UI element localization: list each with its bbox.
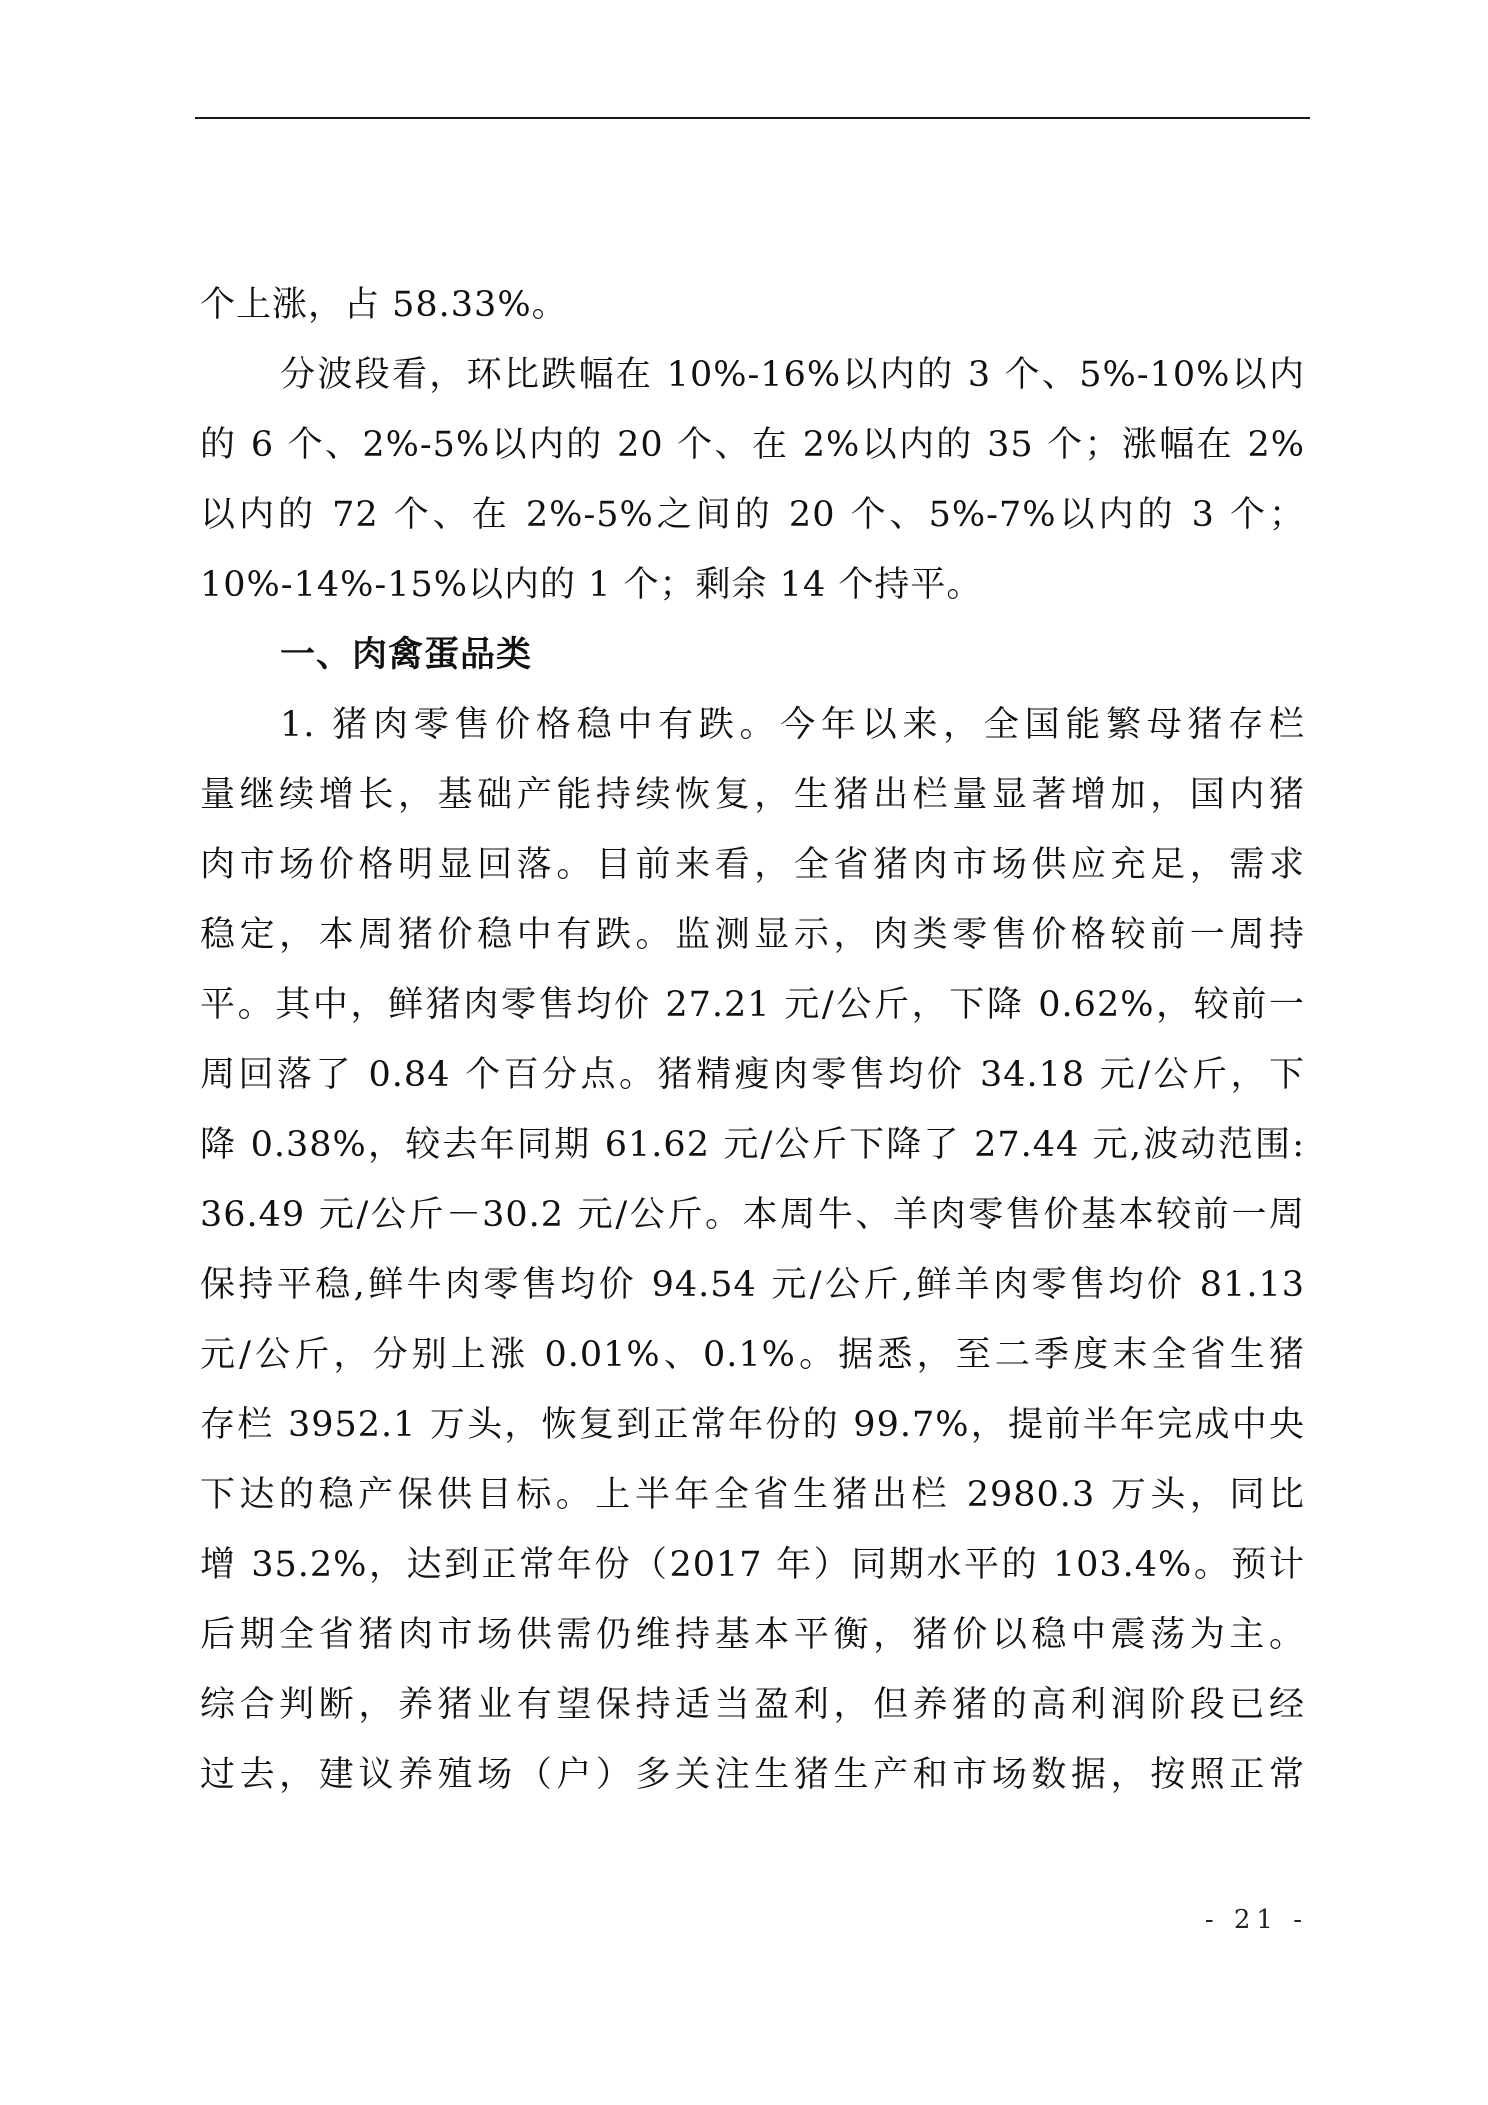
paragraph-line: 分波段看，环比跌幅在 10%-16%以内的 3 个、5%-10%以内	[280, 355, 1305, 395]
header-rule	[195, 117, 1310, 119]
paragraph-line: 的 6 个、2%-5%以内的 20 个、在 2%以内的 35 个；涨幅在 2%	[200, 425, 1305, 465]
document-body	[200, 270, 1305, 1810]
paragraph-line: 1. 猪肉零售价格稳中有跌。今年以来，全国能繁母猪存栏	[280, 705, 1305, 745]
page-number: - 21 -	[1204, 1905, 1308, 1935]
paragraph-line: 稳定，本周猪价稳中有跌。监测显示，肉类零售价格较前一周持	[200, 915, 1305, 955]
paragraph-line: 个上涨，占 58.33%。	[200, 285, 568, 325]
paragraph-line: 10%-14%-15%以内的 1 个；剩余 14 个持平。	[200, 565, 983, 605]
paragraph-line: 以内的 72 个、在 2%-5%之间的 20 个、5%-7%以内的 3 个；	[200, 495, 1305, 535]
paragraph-line: 肉市场价格明显回落。目前来看，全省猪肉市场供应充足，需求	[200, 845, 1305, 885]
paragraph-line: 增 35.2%，达到正常年份（2017 年）同期水平的 103.4%。预计	[200, 1545, 1305, 1585]
paragraph-line: 过去，建议养殖场（户）多关注生猪生产和市场数据，按照正常	[200, 1755, 1305, 1795]
paragraph-line: 平。其中，鲜猪肉零售均价 27.21 元/公斤，下降 0.62%，较前一	[200, 985, 1305, 1025]
paragraph-line: 量继续增长，基础产能持续恢复，生猪出栏量显著增加，国内猪	[200, 775, 1305, 815]
paragraph-line: 后期全省猪肉市场供需仍维持基本平衡，猪价以稳中震荡为主。	[200, 1615, 1305, 1655]
section-heading: 一、肉禽蛋品类	[280, 635, 533, 675]
paragraph-line: 降 0.38%，较去年同期 61.62 元/公斤下降了 27.44 元,波动范围:	[200, 1125, 1305, 1165]
paragraph-line: 存栏 3952.1 万头，恢复到正常年份的 99.7%，提前半年完成中央	[200, 1405, 1305, 1445]
paragraph-line: 下达的稳产保供目标。上半年全省生猪出栏 2980.3 万头，同比	[200, 1475, 1305, 1515]
paragraph-line: 保持平稳,鲜牛肉零售均价 94.54 元/公斤,鲜羊肉零售均价 81.13	[200, 1265, 1305, 1305]
paragraph-line: 元/公斤，分别上涨 0.01%、0.1%。据悉，至二季度末全省生猪	[200, 1335, 1305, 1375]
paragraph-line: 36.49 元/公斤－30.2 元/公斤。本周牛、羊肉零售价基本较前一周	[200, 1195, 1305, 1235]
paragraph-line: 周回落了 0.84 个百分点。猪精瘦肉零售均价 34.18 元/公斤，下	[200, 1055, 1305, 1095]
paragraph-line: 综合判断，养猪业有望保持适当盈利，但养猪的高利润阶段已经	[200, 1685, 1305, 1725]
